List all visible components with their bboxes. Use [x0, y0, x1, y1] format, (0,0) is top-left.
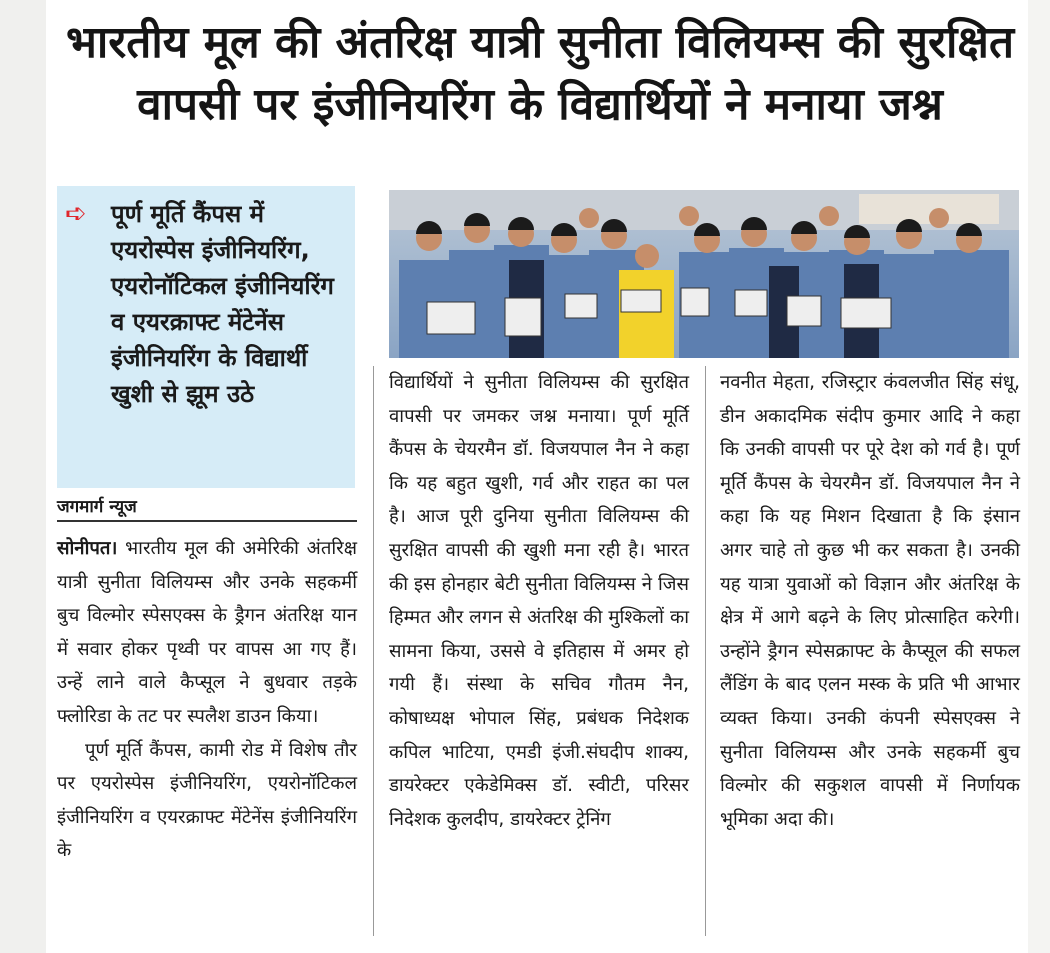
page-margin-right — [1028, 0, 1050, 953]
highlight-text: पूर्ण मूर्ति कैंपस में एयरोस्पेस इंजीनियरिंग, एयरोनॉटिकल इंजीनियरिंग व एयरक्राफ्ट मेंटेनेंस इंजीनियरिंग के विद्यार्थी खुशी से झूम उठे — [111, 200, 334, 408]
group-photo — [389, 190, 1019, 358]
paragraph-1-text: भारतीय मूल की अमेरिकी अंतरिक्ष यात्री सुनीता विलियम्स और उनके सहकर्मी बुच विल्मोर स्पेसएक्स के ड्रैगन अंतरिक्ष यान में सवार होकर पृथ्वी पर वापस आ गए हैं। उन्हें लाने वाले कैप्सूल ने बुधवार तड़के फ्लोरिडा के तट पर स्पलैश डाउन किया। — [57, 538, 357, 727]
dateline: सोनीपत। — [57, 538, 118, 559]
arrow-right-icon: ➪ — [65, 199, 87, 229]
article-column-1 — [57, 532, 357, 868]
byline: जगमार्ग न्यूज — [57, 494, 357, 522]
article-column-2-text: विद्यार्थियों ने सुनीता विलियम्स की सुरक्षित वापसी पर जमकर जश्न मनाया। पूर्ण मूर्ति कैंपस के चेयरमैन डॉ. विजयपाल नैन ने कहा कि यह बहुत खुशी, गर्व और राहत का पल है। आज पूरी दुनिया सुनीता विलियम्स की सुरक्षित वापसी की खुशी मना रही है। भारत की इस होनहार बेटी सुनीता विलियम्स ने जिस हिम्मत और लगन से अंतरिक्ष की मुश्किलों का सामना किया, उससे वे इतिहास में अमर हो गयी हैं। संस्था के सचिव गौतम नैन, कोषाध्यक्ष भोपाल सिंह, प्रबंधक निदेशक कपिल भाटिया, एमडी इंजी.संघदीप शाक्य, डायरेक्टर एकेडेमिक्स डॉ. स्वीटी, परिसर निदेशक कुलदीप, डायरेक्टर ट्रेनिंग — [389, 372, 689, 830]
article-paragraph-2: पूर्ण मूर्ति कैंपस, कामी रोड में विशेष तौर पर एयरोस्पेस इंजीनियरिंग, एयरोनॉटिकल इंजीनियरिंग व एयरक्राफ्ट मेंटेनेंस इंजीनियरिंग के — [57, 739, 357, 862]
students-photo-illustration — [389, 190, 1019, 358]
article-column-3 — [720, 366, 1020, 836]
column-divider — [373, 366, 374, 936]
headline: भारतीय मूल की अंतरिक्ष यात्री सुनीता विलियम्स की सुरक्षित वापसी पर इंजीनियरिंग के विद्यार्थियों ने मनाया जश्न — [65, 17, 1015, 130]
column-divider — [705, 366, 706, 936]
highlight-box — [57, 186, 355, 488]
article-column-3-text: नवनीत मेहता, रजिस्ट्रार कंवलजीत सिंह संधू, डीन अकादमिक संदीप कुमार आदि ने कहा कि उनकी वापसी पर पूरे देश को गर्व है। पूर्ण मूर्ति कैंपस के चेयरमैन डॉ. विजयपाल नैन ने कहा कि यह मिशन दिखाता है कि इंसान अगर चाहे तो कुछ भी कर सकता है। उनकी यह यात्रा युवाओं को विज्ञान और अंतरिक्ष के क्षेत्र में आगे बढ़ने के लिए प्रोत्साहित करेगी। उन्होंने ड्रैगन स्पेसक्राफ्ट के कैप्सूल की सफल लैंडिंग के बाद एलन मस्क के प्रति भी आभार व्यक्त किया। उनकी कंपनी स्पेसएक्स ने सुनीता विलियम्स और उनके सहकर्मी बुच विल्मोर की सकुशल वापसी में निर्णायक भूमिका अदा की। — [720, 372, 1020, 830]
article-paragraph-1 — [57, 532, 357, 734]
article-column-2 — [389, 366, 689, 836]
page-margin-left — [0, 0, 46, 953]
